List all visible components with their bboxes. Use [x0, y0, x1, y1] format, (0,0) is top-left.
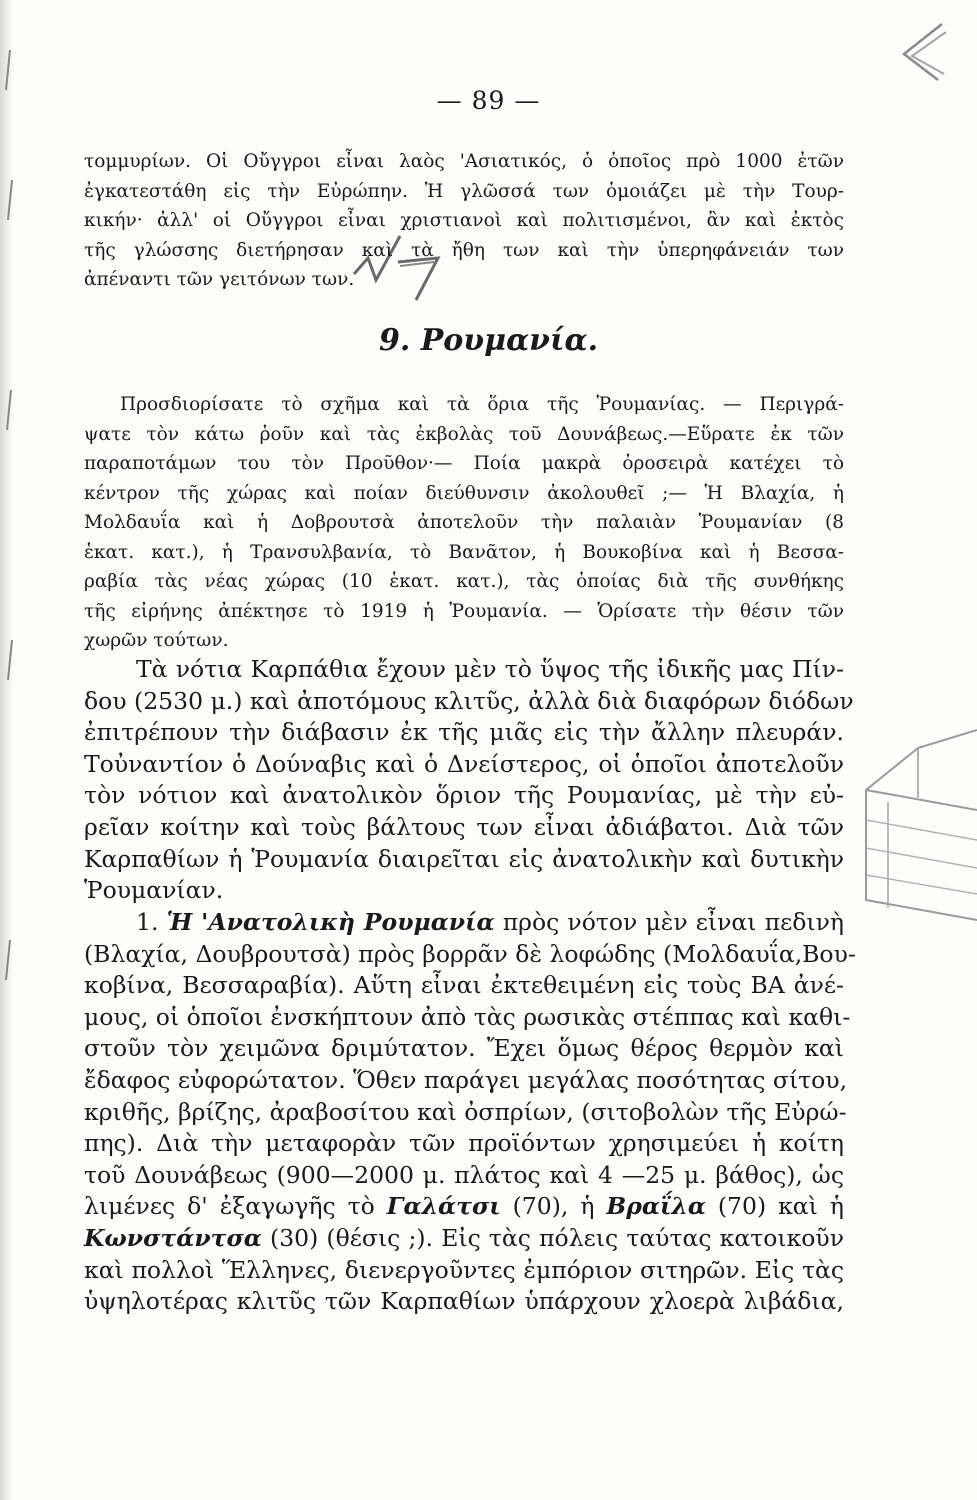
text-line: στοῦν τὸν χειμῶνα δριμύτατον. Ἔχει ὅμως θέρος θερμὸν καὶ	[84, 1034, 844, 1063]
text-span: (70), ἡ	[512, 1192, 595, 1221]
text-line	[84, 1191, 844, 1223]
list-number: 1.	[136, 908, 159, 936]
text-line: ἐγκατεστάθη εἰς τὴν Εὐρώπην. Ἡ γλῶσσά των ὁμοιάζει μὲ τὴν Τουρ-	[84, 180, 844, 202]
exercise-paragraph	[84, 390, 844, 656]
text-line: Ῥουμανίαν.	[84, 876, 224, 905]
text-line: Τοὐναντίον ὁ Δούναβις καὶ ὁ Δνείστερος, οἱ ὁποῖοι ἀποτελοῦν	[84, 749, 844, 778]
text-line	[84, 907, 844, 939]
text-line: χωρῶν τούτων.	[84, 630, 229, 651]
text-line: πης). Διὰ τὴν μεταφορὰν τῶν προϊόντων χρησιμεύει ἡ κοίτη	[84, 1129, 844, 1158]
page-number: — 89 —	[436, 86, 541, 115]
text-span: (70) καὶ ἡ	[717, 1192, 844, 1221]
text-line: ἐπιτρέπουν τὴν διάβασιν ἐκ τῆς μιᾶς εἰς τὴν ἄλλην πλευράν.	[84, 718, 844, 747]
text-line: ἔδαφος εὐφορώτατον. Ὅθεν παράγει μεγάλας ποσότητας σίτου,	[84, 1065, 848, 1094]
text-line: καὶ πολλοὶ Ἕλληνες, διενεργοῦντες ἐμπόριον σιτηρῶν. Εἰς τὰς	[84, 1255, 844, 1284]
city-name: Κωνστάντσα	[84, 1223, 262, 1252]
text-line: τομμυρίων. Οἱ Οὔγγροι εἶναι λαὸς 'Ασιατικός, ὁ ὁποῖος πρὸ 1000 ἐτῶν	[84, 151, 844, 172]
text-span: λιμένες δ' ἐξαγωγῆς τὸ	[84, 1192, 375, 1221]
text-line: Προσδιορίσατε τὸ σχῆμα καὶ τὰ ὅρια τῆς Ῥουμανίας. — Περιγρά-	[120, 394, 844, 415]
text-line: τὸν νότιον καὶ ἀνατολικὸν ὅριον τῆς Ρουμανίας, μὲ τὴν εὐ-	[84, 781, 844, 810]
subsection-title: Ἡ 'Ανατολικὴ Ρουμανία	[166, 908, 495, 936]
text-line: Τὰ νότια Καρπάθια ἔχουν μὲν τὸ ὕψος τῆς ἰδικῆς μας Πίν-	[136, 655, 844, 683]
text-span: πρὸς νότον μὲν εἶναι πεδινὴ	[502, 908, 845, 936]
city-name: Βραΐλα	[606, 1192, 706, 1221]
text-line: ἀπέναντι τῶν γειτόνων των.	[84, 269, 355, 290]
text-line: ὑψηλοτέρας κλιτῦς τῶν Καρπαθίων ὑπάρχουν χλοερὰ λιβάδια,	[84, 1287, 844, 1316]
box-drawing-scribble	[858, 670, 977, 950]
text-line: κοβίνα, Βεσσαραβία). Αὕτη εἶναι ἐκτεθειμένη εἰς τοὺς ΒΑ ἀνέ-	[84, 971, 844, 1000]
paragraph-east-romania	[84, 907, 856, 1318]
intro-paragraph	[84, 147, 844, 295]
text-line: ἑκατ. κατ.), ἡ Τρανσυλβανία, τὸ Βανᾶτον, ἡ Βουκοβίνα καὶ ἡ Βεσσα-	[84, 541, 844, 563]
paragraph-carpathians	[84, 654, 854, 907]
text-line: ψατε τὸν κάτω ῥοῦν καὶ τὰς ἐκβολὰς τοῦ Δουνάβεως.—Εὕρατε ἐκ τῶν	[84, 423, 844, 445]
text-line: κέντρον τῆς χώρας καὶ ποίαν διεύθυνσιν ἀκολουθεῖ ;— Ἡ Βλαχία, ἡ	[84, 482, 844, 504]
text-line: δου (2530 μ.) καὶ ἀποτόμους κλιτῦς, ἀλλὰ διὰ διαφόρων διόδων	[84, 686, 854, 715]
text-line: κικήν· ἀλλ' οἱ Οὔγγροι εἶναι χριστιανοὶ καὶ πολιτισμένοι, ἂν καὶ ἐκτὸς	[84, 210, 844, 231]
text-line: τῆς εἰρήνης ἀπέκτησε τὸ 1919 ἡ Ῥουμανία. — Ὁρίσατε τὴν θέσιν τῶν	[84, 600, 844, 622]
corner-arrow-scribble	[890, 18, 950, 88]
section-title: 9. Ρουμανία.	[378, 323, 599, 358]
margin-marks-scribble	[0, 40, 18, 1140]
text-line: Καρπαθίων ἡ Ῥουμανία διαιρεῖται εἰς ἀνατολικὴν καὶ δυτικὴν	[84, 844, 844, 873]
text-line: μους, οἱ ὁποῖοι ἐνσκήπτουν ἀπὸ τὰς ρωσικὰς στέππας καὶ καθι-	[84, 1002, 851, 1031]
text-line: κριθῆς, βρίζης, ἀραβοσίτου καὶ ὀσπρίων, (σιτοβολὼν τῆς Εὐρώ-	[84, 1097, 847, 1126]
text-line: παραποτάμων του τὸν Προῦθον·— Ποία μακρὰ ὀροσειρὰ κατέχει τὸ	[84, 453, 844, 474]
text-line: Μολδαυΐα καὶ ἡ Δοβρουτσὰ ἀποτελοῦν τὴν παλαιὰν Ῥουμανίαν (8	[84, 512, 844, 533]
text-line: τῆς γλώσσης διετήρησαν καὶ τὰ ἤθη των καὶ τὴν ὑπερηφάνειάν των	[84, 239, 844, 261]
text-line: τοῦ Δουνάβεως (900—2000 μ. πλάτος καὶ 4 —25 μ. βάθος), ὡς	[84, 1160, 844, 1189]
text-line: ραβία τὰς νέας χώρας (10 ἑκατ. κατ.), τὰς ὁποίας διὰ τῆς συνθήκης	[84, 571, 844, 592]
city-name: Γαλάτσι	[386, 1192, 501, 1221]
text-line	[84, 1223, 844, 1255]
text-line: ρεῖαν κοίτην καὶ τοὺς βάλτους των εἶναι ἀδιάβατοι. Διὰ τῶν	[84, 812, 844, 841]
text-span: (30) (θέσις ;). Εἰς τὰς πόλεις ταύτας κατοικοῦν	[270, 1223, 844, 1252]
text-line: (Βλαχία, Δουβρουτσὰ) πρὸς βορρᾶν δὲ λοφώδης (Μολδαυΐα,Βου-	[84, 939, 856, 968]
